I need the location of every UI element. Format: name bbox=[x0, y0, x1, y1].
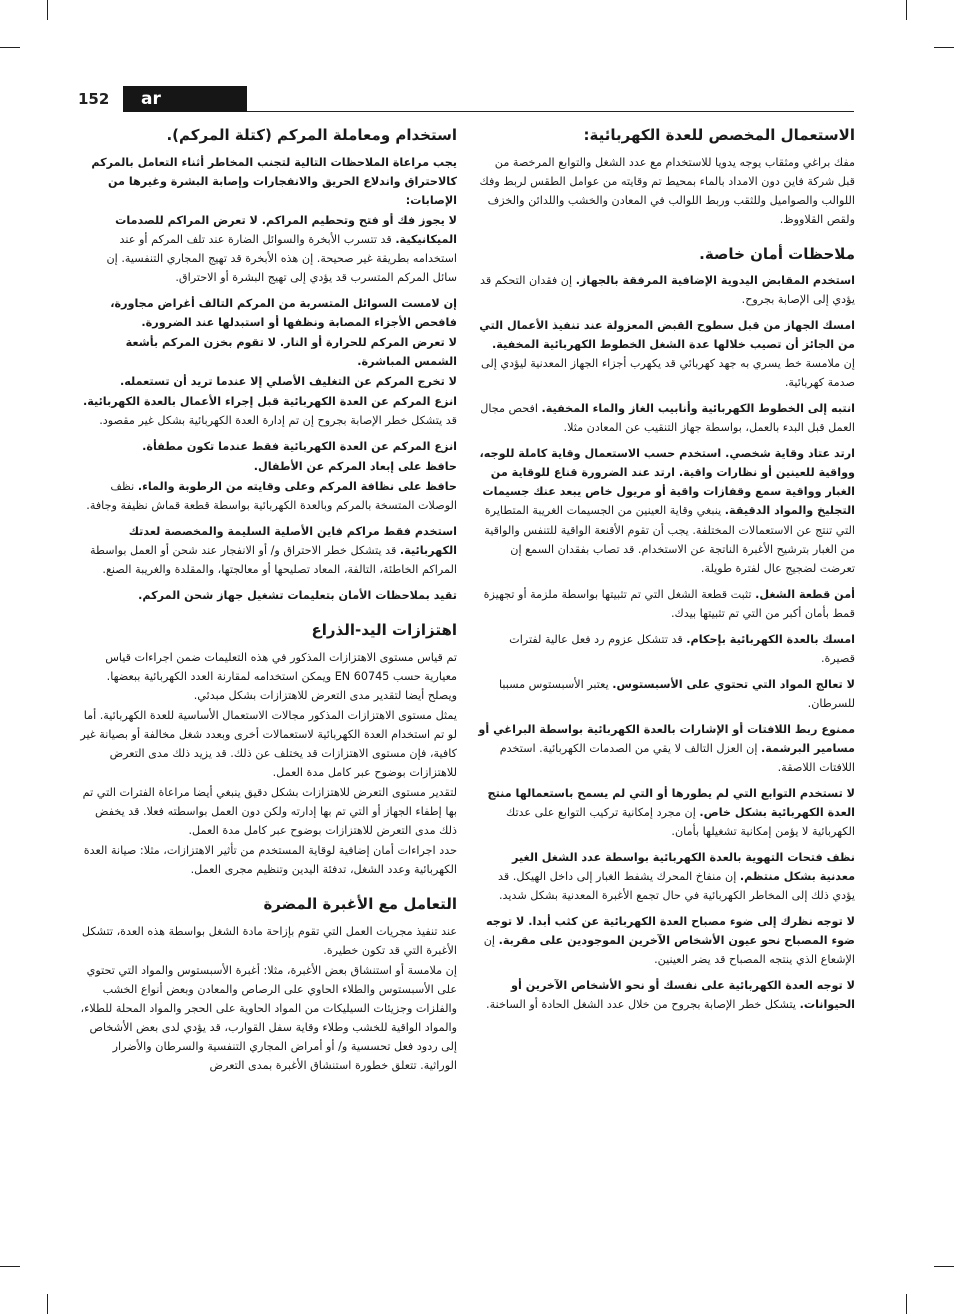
note-bold: لا تخرج المركم عن التغليف الأصلي إلا عندما تريد أن تستعمله. bbox=[119, 374, 457, 388]
note-bold: انزع المركم عن العدة الكهربائية قبل إجراء الأعمال بالعدة الكهربائية. bbox=[82, 394, 457, 408]
note-text: إن ملامسة خط يسري به جهد كهربائي قد يكهرب أجزاء الجهاز المعدنية ليؤدي إلى صدمة كهربائية. bbox=[481, 357, 855, 390]
note-paragraph bbox=[80, 477, 457, 515]
note-bold: أمن قطعة الشغل. bbox=[755, 587, 855, 601]
note-paragraph bbox=[80, 294, 457, 332]
note-paragraph bbox=[80, 372, 457, 391]
battery-intro-text: يجب مراعاة الملاحظات التالية لتجنب المخاطر أثناء التعامل بالمركم كالاحتراق واندلاع الحريق والانفجارات وإصابة البشرة وغيرها من الإصابات: bbox=[91, 155, 457, 207]
heading-harmful-dust: التعامل مع الأغبرة المضرة bbox=[263, 895, 457, 914]
note-bold: حافظ على نظافة المركم وعلى وقايته من الرطوبة والماء. bbox=[137, 480, 457, 493]
note-paragraph bbox=[478, 675, 855, 713]
note-text: إن العزل التالف لا يقي من الصدمات الكهربائية. استخدم اللافتات اللاصقة. bbox=[499, 741, 855, 774]
note-paragraph bbox=[80, 522, 457, 579]
note-bold: انتبه إلى الخطوط الكهربائية وأنابيب الغاز والماء المخفية. bbox=[541, 402, 855, 416]
note-bold: لا تستخدم التوابع التي لم يطورها أو التي لم يسمح باستعمالها منتج العدة الكهربائية بشكل خاص. bbox=[487, 786, 855, 819]
note-paragraph bbox=[478, 848, 855, 905]
note-text: ينبغي وقاية العينين من الجسيمات الغريبة المتطايرة التي تنتج عن الاستعمالات المختلفة. يجب أن تقوم الأقنعة الواقية للتنفس والواقية من الغبار بترشيح الأغبرة الناتجة عن الاستخدام. قد تصاب بفقدان السمع إن تعرضت لضجيج عال لفترة طويلة. bbox=[484, 504, 855, 575]
note-paragraph bbox=[80, 211, 457, 287]
body-paragraph: تم قياس مستوى الاهتزازات المذكور في هذه التعليمات ضمن اجراءات قياس معيارية حسب EN 60745 ويمكن استخدامه لمقارنة العدد الكهربائية ببعضها. ويصلح أيضا لتقدير مدى التعرض للاهتزازات بشكل مبدئي. bbox=[105, 650, 457, 702]
note-bold: لا توجه نظرك إلى ضوء مصباح العدة الكهربائية عن كثب أبدا. لا توجه ضوء المصباح نحو عيون الأشخاص الآخرين الموجودين على مقربة. bbox=[486, 915, 855, 948]
note-text: يتشكل خطر الإصابة بجروح من خلال عدد الشغل الحادة أو الساخنة. bbox=[486, 998, 800, 1012]
language-badge: ar bbox=[123, 86, 247, 112]
note-paragraph bbox=[80, 586, 457, 605]
dust-text bbox=[80, 922, 457, 1075]
crop-mark bbox=[934, 1266, 954, 1267]
note-paragraph bbox=[478, 720, 855, 777]
crop-mark bbox=[47, 1294, 48, 1314]
battery-list bbox=[80, 211, 457, 606]
note-paragraph bbox=[478, 316, 855, 392]
note-text: يعتبر الأسبستوس مسببا للسرطان. bbox=[498, 677, 855, 710]
crop-mark bbox=[906, 1294, 907, 1314]
note-bold: ارتد عتاد وقاية شخصي. استخدم حسب الاستعمال وقاية كاملة للوجه، وواقية للعينين أو نظارات واقية. ارتد عند الضرورة قناع للوقاية من الغبار وواقية سمع وقفازات واقية أو مريول خاص يبعد عنك جسيمات التجليخ والمواد الدقيقة. bbox=[479, 447, 855, 518]
note-bold: لا تعالج المواد التي تحتوي على الأسبستوس. bbox=[612, 677, 855, 691]
intended-use-text: مفك براغي ومثقاب يوجه يدويا للاستخدام مع عدد الشغل والتوابع المرخصة من قبل شركة فاين دون الامداد بالماء بمحيط تم وقايته من عوامل الطقس لربط وفك اللوالب والصواميل وللثقب وربط اللوالب في المعادن والخشب واللدائن والخزف ولقص القلاووظ. bbox=[479, 155, 855, 226]
body-paragraph: حدد اجراءات أمان إضافية لوقاية المستخدم من تأثير الاهتزازات، مثلا: صيانة العدة الكهربائية وعدد الشغل، تدفئة اليدين وتنظيم مجرى العمل. bbox=[83, 844, 457, 877]
note-paragraph bbox=[80, 392, 457, 430]
note-bold: تقيد بملاحظات الأمان بتعليمات تشغيل جهاز شحن المركم. bbox=[138, 589, 457, 603]
body-paragraph: إن ملامسة أو استنشاق بعض الأغبرة، مثلا: أغبرة الأسبستوس والمواد التي تحتوي على الأسبستوس والطلاء الحاوي على الرصاص والمعادن وبعض أنواع الخشب والفلزات وجزيئات السيليكات من المواد الحاوية على الحجر والمواد المحلة للطلاء، والمواد الواقية للخشب وطلاء وقاية سفل القوارب، قد يؤدي لدى بعض الأشخاص إلى ردود فعل تحسسية و/ أو أمراض المجاري التنفسية والسرطان والأضرار الوراثية. تتعلق خطورة استنشاق الأغبرة بمدى التعرض bbox=[80, 963, 457, 1072]
note-bold: استخدم فقط مراكم فاين الأصلية السليمة والمخصصة لعدتك الكهربائية. bbox=[128, 525, 457, 558]
note-bold: امسك بالعدة الكهربائية بإحكام. bbox=[686, 632, 855, 646]
note-paragraph bbox=[478, 271, 855, 309]
note-paragraph bbox=[478, 912, 855, 969]
vibration-text bbox=[80, 648, 457, 879]
note-bold: إن لامست السوائل المتسربة من المركم التالف أغراض مجاورة، فافحص الأجزاء المصابة ونظفها أو استبدلها عند الضرورة. bbox=[110, 296, 457, 329]
heading-intended-use: الاستعمال المخصص للعدة الكهربائية: bbox=[583, 126, 855, 144]
note-paragraph bbox=[478, 585, 855, 623]
note-paragraph bbox=[80, 437, 457, 456]
note-bold: ممنوع ربط اللافتات أو الإشارات بالعدة الكهربائية بواسطة البراغي أو مسامير البرشمة. bbox=[478, 722, 855, 755]
note-text: قد تتسرب الأبخرة والسوائل الضارة عند تلف المركم أو عند استخدامه بطريقة غير صحيحة. إن هذه الأبخرة قد تهيج المجاري التنفسية. إن سائل المركم المتسرب قد يؤدي إلى تهيج البشرة أو الاحتراق. bbox=[106, 232, 457, 284]
note-bold: نظف فتحات التهوية بالعدة الكهربائية بواسطة عدد الشغل الغير معدنية بشكل منتظم. bbox=[512, 850, 855, 883]
note-paragraph bbox=[478, 399, 855, 437]
note-paragraph bbox=[478, 444, 855, 577]
safety-list bbox=[478, 271, 855, 1014]
right-column bbox=[478, 124, 855, 1021]
note-paragraph bbox=[80, 333, 457, 371]
crop-mark bbox=[0, 1266, 20, 1267]
note-text: تثبت قطعة الشغل التي تم تثبيتها بواسطة ملزمة أو تجهيزة قمط بأمان أكبر من التي تم تثبيتها بيدك. bbox=[483, 587, 855, 620]
note-bold: لا يجوز فك أو فتح وتحطيم المراكم. لا تعرض المراكم للصدمات الميكانيكية. bbox=[115, 213, 457, 246]
note-text: قد تتشكل عزوم رد فعل عالية لفترات قصيرة. bbox=[509, 632, 855, 665]
page-number: 152 bbox=[78, 90, 110, 108]
note-text: إن مجرد إمكانية تركيب التوابع على عدتك الكهربائية لا يؤمن إمكانية تشغيلها بأمان. bbox=[506, 805, 855, 838]
body-paragraph: عند تنفيذ مجريات العمل التي تقوم بإزاحة مادة الشغل بواسطة هذه العدة، تتشكل الأغبرة التي قد تكون خطيرة. bbox=[81, 924, 457, 957]
crop-mark bbox=[0, 47, 20, 48]
note-bold: لا تعرض المركم للحرارة أو النار. لا تقوم بخزن المركم بأشعة الشمس المباشرة. bbox=[125, 335, 457, 368]
heading-battery: استخدام ومعاملة المركم (كتلة المركم). bbox=[166, 126, 457, 144]
note-paragraph bbox=[478, 976, 855, 1014]
note-bold: انزع المركم عن العدة الكهربائية فقط عندما تكون مطفأة. bbox=[142, 439, 457, 453]
heading-vibration: اهتزازات اليد-الذراع bbox=[311, 621, 457, 640]
note-paragraph bbox=[478, 784, 855, 841]
note-text: إن فقدان التحكم قد يؤدي إلى الإصابة بجروح. bbox=[479, 274, 855, 307]
note-bold: حافظ على إبعاد المركم عن الأطفال. bbox=[253, 459, 457, 473]
crop-mark bbox=[934, 47, 954, 48]
note-text: إن الإشعاع الذي ينتجه المصباح قد يضر العينين. bbox=[483, 934, 855, 967]
crop-mark bbox=[906, 0, 907, 20]
note-bold: استخدم المقابض اليدوية الإضافية المرفقة بالجهاز. bbox=[575, 274, 855, 288]
heading-special-safety: ملاحظات أمان خاصة. bbox=[699, 244, 855, 263]
left-column bbox=[80, 124, 457, 1076]
page-header bbox=[78, 86, 854, 114]
body-paragraph: يمثل مستوى الاهتزازات المذكور مجالات الاستعمال الأساسية للعدة الكهربائية. أما لو تم استخدام العدة الكهربائية لاستعمالات أخرى وبعدد شغل مخالفة أو بصيانة غير كافية، فإن مستوى الاهتزازات قد يختلف عن ذلك. قد يزيد ذلك مدى التعرض للاهتزازات بوضوح عبر كامل مدة العمل. bbox=[80, 708, 457, 779]
note-paragraph bbox=[478, 630, 855, 668]
note-bold: لا توجه العدة الكهربائية على نفسك أو نحو الأشخاص الآخرين أو الحيوانات. bbox=[511, 979, 855, 1012]
note-bold: امسك الجهاز من قبل سطوح القبض المعزولة عند تنفيذ الأعمال التي من الجائز أن تصيب خلالها عدة الشغل الخطوط الكهربائية المخفية. bbox=[479, 319, 855, 352]
battery-intro bbox=[80, 153, 457, 210]
note-text: نظف الوصلات المتسخة بالمركم وبالعدة الكهربائية بواسطة قطعة قماش نظيفة وجافة. bbox=[86, 480, 457, 513]
note-text: قد يتشكل خطر الإصابة بجروح إن تم إدارة العدة الكهربائية بشكل غير مقصود. bbox=[99, 413, 457, 427]
note-text: افحص مجال العمل قبل البدء بالعمل، بواسطة جهاز التنقيب عن المعادن مثلا. bbox=[480, 402, 855, 435]
note-paragraph bbox=[80, 457, 457, 476]
body-paragraph: لتقدير مستوى التعرض للاهتزازات بشكل دقيق ينبغي أيضا مراعاة الفترات التي تم بها إطفاء الجهاز أو التي تم بها إدارته ولكن دون العمل بواسطته فعلا. قد يخفض ذلك مدى التعرض للاهتزازات بوضوح عبر كامل مدة العمل. bbox=[82, 785, 457, 837]
crop-mark bbox=[47, 0, 48, 20]
note-text: قد يتشكل خطر الاحتراق و/ أو الانفجار عند شحن أو العمل بواسطة المراكم الخاطئة، التالفة، المعاد تصليحها أو معالجتها، والمقلدة والغريبة الصنع. bbox=[89, 544, 457, 577]
note-text: إن منفاخ المحرك يشفط الغبار إلى داخل الهيكل. قد يؤدي ذلك إلى المخاطر الكهربائية في حال تجمع الأغبرة المعدنية بشكل شديد. bbox=[498, 870, 855, 903]
header-rule bbox=[247, 111, 854, 112]
